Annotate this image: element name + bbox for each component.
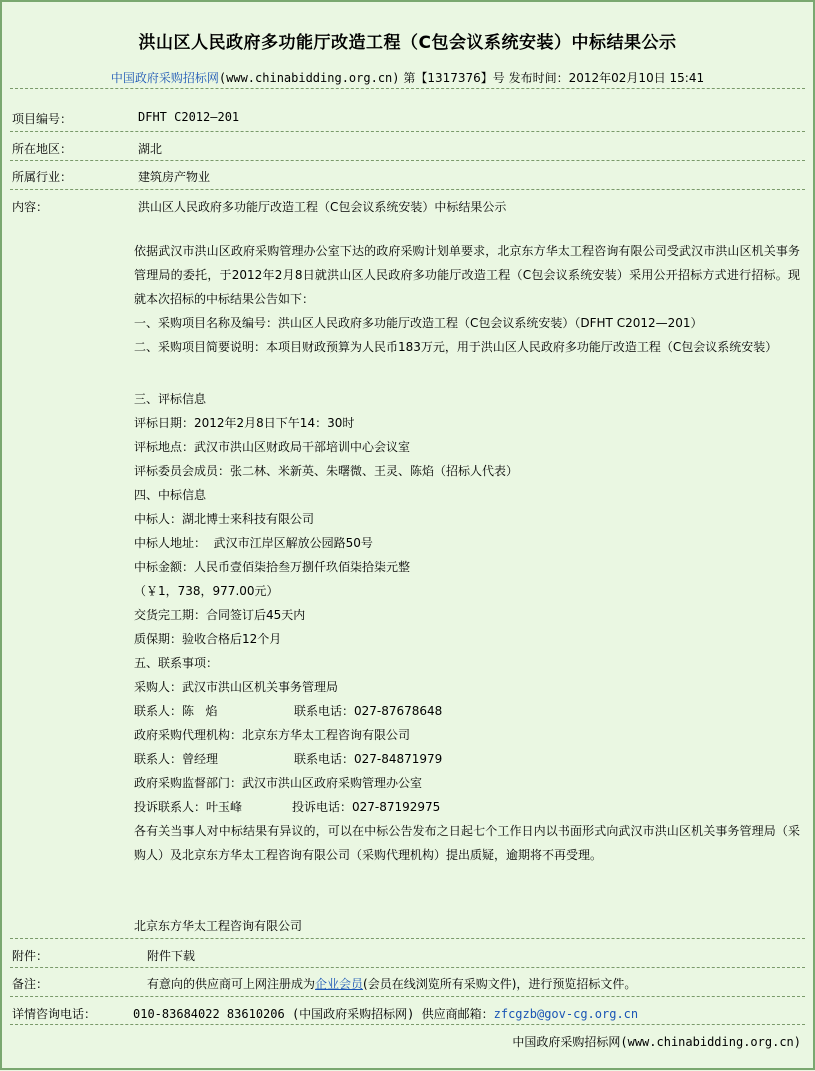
winning-amount: 中标金额：人民币壹佰柒拾叁万捌仟玖佰柒拾柒元整	[134, 560, 411, 574]
divider	[10, 996, 805, 997]
consult-phone-numbers: 010-83684022 83610206 (中国政府采购招标网) 供应商邮箱：	[133, 1007, 494, 1021]
site-link[interactable]: 中国政府采购招标网	[110, 71, 219, 85]
winning-amount-number: （￥1，738，977.00元）	[134, 584, 279, 598]
publish-time: 发布时间：2012年02月10日 15:41	[508, 71, 705, 85]
project-no-value: DFHT C2012—201	[138, 110, 240, 124]
section-4-heading: 四、中标信息	[134, 488, 207, 502]
region-label: 所在地区：	[12, 142, 73, 156]
agency-phone: 联系电话：027-84871979	[294, 752, 443, 766]
consult-label: 详情咨询电话：	[12, 1007, 97, 1021]
divider	[10, 88, 805, 89]
attachment-download-link[interactable]: 附件下载	[147, 949, 196, 963]
agency-contact: 联系人：曾经理	[134, 752, 219, 766]
industry-value: 建筑房产物业	[138, 170, 211, 184]
remark-post: (会员在线浏览所有采购文件)，进行预览招标文件。	[363, 977, 637, 991]
winner: 中标人：湖北博士来科技有限公司	[134, 512, 315, 526]
objection-notice: 各有关当事人对中标结果有异议的，可以在中标公告发布之日起七个工作日内以书面形式向武汉市洪山区机关事务管理局（采购人）及北京东方华太工程咨询有限公司（采购代理机构）提出质疑，逾期将不再受理。	[134, 824, 800, 862]
warranty: 质保期：验收合格后12个月	[134, 632, 282, 646]
member-register-link[interactable]: 企业会员	[315, 977, 364, 991]
section-1: 一、采购项目名称及编号：洪山区人民政府多功能厅改造工程（C包会议系统安装）（DFHT C2012—201）	[134, 316, 703, 330]
eval-members: 评标委员会成员：张二林、米新英、朱曙微、王灵、陈焰（招标人代表）	[134, 464, 519, 478]
remark-text	[147, 975, 636, 992]
divider	[10, 131, 805, 132]
buyer: 采购人：武汉市洪山区机关事务管理局	[134, 680, 339, 694]
divider	[10, 160, 805, 161]
supplier-email-link[interactable]: zfcgzb@gov-cg.org.cn	[493, 1007, 639, 1021]
complaint-contact: 投诉联系人：叶玉峰	[134, 800, 243, 814]
delivery-period: 交货完工期：合同签订后45天内	[134, 608, 306, 622]
content-title: 洪山区人民政府多功能厅改造工程（C包会议系统安装）中标结果公示	[138, 200, 507, 214]
page-title: 洪山区人民政府多功能厅改造工程（C包会议系统安装）中标结果公示	[138, 33, 677, 53]
remark-label: 备注：	[12, 977, 49, 991]
divider	[10, 1024, 805, 1025]
supervisor: 政府采购监督部门：武汉市洪山区政府采购管理办公室	[134, 776, 423, 790]
project-no-label: 项目编号：	[12, 112, 73, 126]
consult-phones	[133, 1005, 638, 1022]
footer-site: 中国政府采购招标网(www.chinabidding.org.cn)	[512, 1035, 801, 1049]
buyer-phone: 联系电话：027-87678648	[294, 704, 443, 718]
industry-label: 所属行业：	[12, 170, 73, 184]
agency: 政府采购代理机构：北京东方华太工程咨询有限公司	[134, 728, 411, 742]
attachment-label: 附件：	[12, 949, 49, 963]
divider	[10, 189, 805, 190]
publication-meta	[2, 69, 813, 86]
winner-address: 中标人地址： 武汉市江岸区解放公园路50号	[134, 536, 373, 550]
region-value: 湖北	[138, 142, 163, 156]
site-domain: (www.chinabidding.org.cn)	[218, 71, 400, 85]
section-5-heading: 五、联系事项：	[134, 656, 219, 670]
divider	[10, 938, 805, 939]
content-label: 内容：	[12, 200, 49, 214]
section-2: 二、采购项目简要说明：本项目财政预算为人民币183万元，用于洪山区人民政府多功能厅改造工程（C包会议系统安装）	[134, 340, 778, 354]
complaint-phone: 投诉电话：027-87192975	[292, 800, 441, 814]
eval-place: 评标地点：武汉市洪山区财政局干部培训中心会议室	[134, 440, 411, 454]
divider	[10, 967, 805, 968]
intro-paragraph: 依据武汉市洪山区政府采购管理办公室下达的政府采购计划单要求，北京东方华太工程咨询有限公司受武汉市洪山区机关事务管理局的委托，于2012年2月8日就洪山区人民政府多功能厅改造工程（C包会议系统安装）采用公开招标方式进行招标。现就本次招标的中标结果公告如下：	[134, 244, 800, 306]
eval-date: 评标日期：2012年2月8日下午14：30时	[134, 416, 355, 430]
buyer-contact: 联系人：陈 焰	[134, 704, 218, 718]
remark-pre: 有意向的供应商可上网注册成为	[147, 977, 316, 991]
notice-number: 第【1317376】号	[403, 71, 505, 85]
section-3-heading: 三、评标信息	[134, 392, 207, 406]
signature: 北京东方华太工程咨询有限公司	[134, 919, 303, 933]
